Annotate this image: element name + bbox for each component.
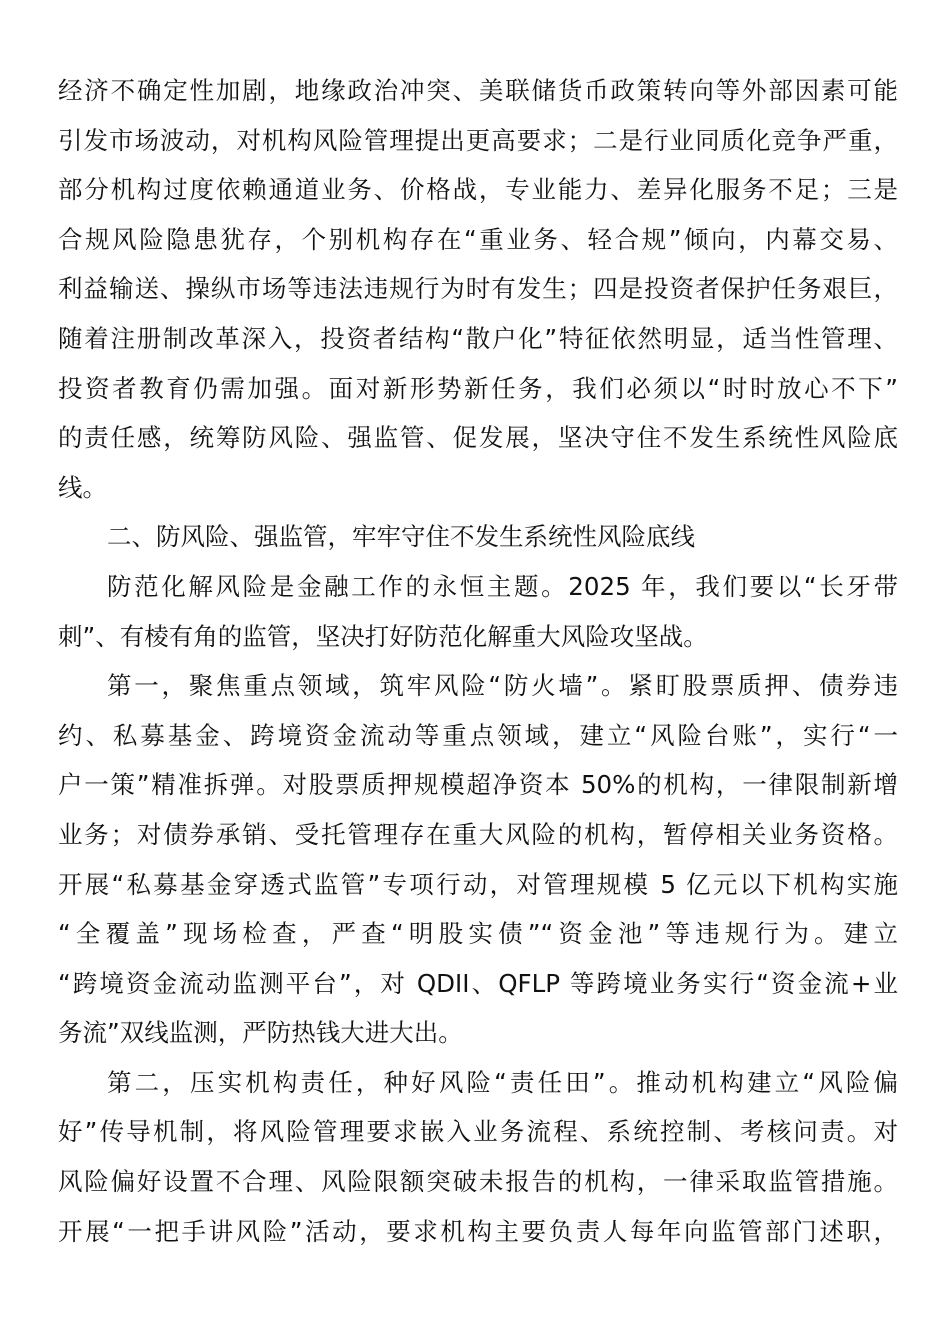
text-line: “全覆盖”现场检查，严查“明股实债”“资金池”等违规行为。建立: [58, 919, 898, 949]
text-line: 第一，聚焦重点领域，筑牢风险“防火墙”。紧盯股票质押、债券违: [107, 671, 898, 701]
text-line: 开展“私募基金穿透式监管”专项行动，对管理规模 5 亿元以下机构实施: [58, 869, 898, 899]
text-line: 约、私募基金、跨境资金流动等重点领域，建立“风险台账”，实行“一: [58, 720, 898, 750]
text-line: 部分机构过度依赖通道业务、价格战，专业能力、差异化服务不足；三是: [58, 175, 898, 205]
body-text: [58, 66, 898, 1256]
section-heading: 二、防风险、强监管，牢牢守住不发生系统性风险底线: [107, 522, 695, 552]
text-line: 防范化解风险是金融工作的永恒主题。2025 年，我们要以“长牙带: [107, 571, 898, 601]
text-line: 刺”、有棱有角的监管，坚决打好防范化解重大风险攻坚战。: [58, 621, 708, 651]
text-line: 业务；对债券承销、受托管理存在重大风险的机构，暂停相关业务资格。: [58, 819, 898, 849]
text-line: 合规风险隐患犹存，个别机构存在“重业务、轻合规”倾向，内幕交易、: [58, 224, 898, 254]
text-line: 线。: [58, 472, 107, 502]
text-line: 好”传导机制，将风险管理要求嵌入业务流程、系统控制、考核问责。对: [58, 1117, 898, 1147]
text-line: 户一策”精准拆弹。对股票质押规模超净资本 50%的机构，一律限制新增: [58, 770, 898, 800]
text-line: 投资者教育仍需加强。面对新形势新任务，我们必须以“时时放心不下”: [58, 373, 898, 403]
text-line: 利益输送、操纵市场等违法违规行为时有发生；四是投资者保护任务艰巨，: [58, 274, 898, 304]
text-line: “跨境资金流动监测平台”，对 QDII、QFLP 等跨境业务实行“资金流+业: [58, 968, 898, 998]
text-line: 引发市场波动，对机构风险管理提出更高要求；二是行业同质化竞争严重，: [58, 125, 898, 155]
text-line: 开展“一把手讲风险”活动，要求机构主要负责人每年向监管部门述职，: [58, 1216, 898, 1246]
text-line: 随着注册制改革深入，投资者结构“散户化”特征依然明显，适当性管理、: [58, 323, 898, 353]
text-line: 第二，压实机构责任，种好风险“责任田”。推动机构建立“风险偏: [107, 1067, 898, 1097]
text-line: 经济不确定性加剧，地缘政治冲突、美联储货币政策转向等外部因素可能: [58, 76, 898, 105]
text-line: 风险偏好设置不合理、风险限额突破未报告的机构，一律采取监管措施。: [58, 1167, 898, 1197]
text-line: 的责任感，统筹防风险、强监管、促发展，坚决守住不发生系统性风险底: [58, 423, 898, 453]
text-line: 务流”双线监测，严防热钱大进大出。: [58, 1018, 463, 1048]
